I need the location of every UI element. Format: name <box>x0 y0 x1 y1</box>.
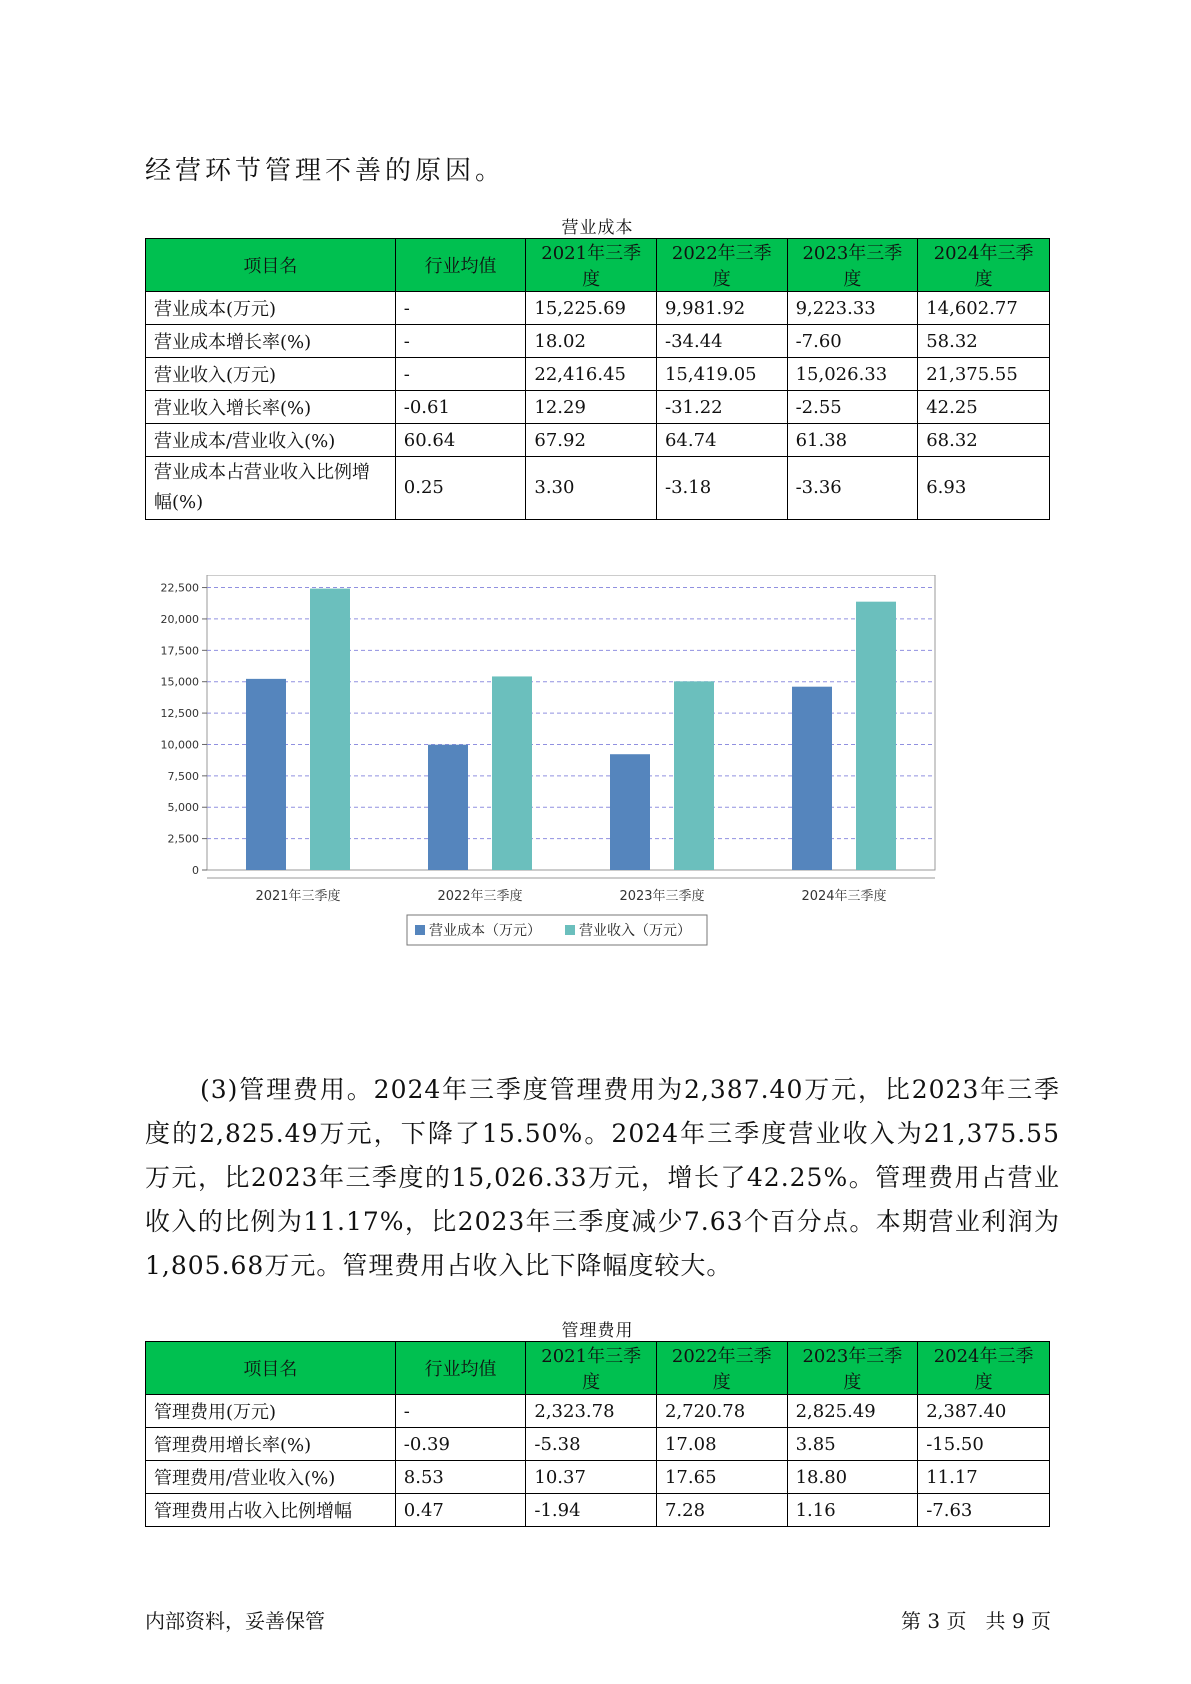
bar-revenue <box>492 676 532 870</box>
legend-swatch <box>565 925 575 935</box>
table-cell: -31.22 <box>656 391 787 424</box>
table-cell: 11.17 <box>918 1461 1050 1494</box>
table-cell: 营业成本/营业收入(%) <box>146 424 396 457</box>
legend-swatch <box>415 925 425 935</box>
table-row <box>146 325 1050 358</box>
header-cell: 2024年三季度 <box>918 239 1050 292</box>
table-cell: -34.44 <box>656 325 787 358</box>
bar-cost <box>428 745 468 870</box>
table-cell: 6.93 <box>918 457 1050 520</box>
table-cell: 管理费用增长率(%) <box>146 1428 396 1461</box>
y-tick-label: 15,000 <box>160 675 199 689</box>
table-cell: 15,026.33 <box>787 358 918 391</box>
table-cell: 管理费用/营业收入(%) <box>146 1461 396 1494</box>
table-cell: - <box>395 358 526 391</box>
table-row <box>146 1461 1050 1494</box>
lead-text: 经营环节管理不善的原因。 <box>145 156 506 186</box>
table2-caption: 管理费用 <box>561 1321 634 1341</box>
header-cell: 2023年三季度 <box>787 239 918 292</box>
table-cell: 58.32 <box>918 325 1050 358</box>
table-cell: - <box>395 292 526 325</box>
table-cell: 1.16 <box>787 1494 918 1527</box>
table-cell: -7.63 <box>918 1494 1050 1527</box>
legend-label: 营业收入（万元） <box>579 923 691 939</box>
header-cell: 2022年三季度 <box>656 1342 787 1395</box>
table-cell: 15,225.69 <box>526 292 657 325</box>
table-cell: 营业收入(万元) <box>146 358 396 391</box>
operating-cost-table <box>145 238 1050 520</box>
operating-cost-chart <box>145 575 1050 1025</box>
table-cell: 10.37 <box>526 1461 657 1494</box>
table-row <box>146 1428 1050 1461</box>
header-cell: 2021年三季度 <box>526 1342 657 1395</box>
table-cell: 营业成本占营业收入比例增幅(%) <box>146 457 396 520</box>
table-row <box>146 391 1050 424</box>
header-cell: 2021年三季度 <box>526 239 657 292</box>
table-row <box>146 457 1050 520</box>
y-tick-label: 10,000 <box>160 738 199 752</box>
table-cell: 7.28 <box>656 1494 787 1527</box>
table-cell: -7.60 <box>787 325 918 358</box>
y-tick-label: 7,500 <box>167 769 199 783</box>
table-cell: 15,419.05 <box>656 358 787 391</box>
management-expense-paragraph <box>145 1068 1060 1288</box>
table-header-row <box>146 239 1050 292</box>
bar-revenue <box>674 681 714 870</box>
table-cell: 营业收入增长率(%) <box>146 391 396 424</box>
header-cell: 项目名 <box>146 239 396 292</box>
header-cell: 2022年三季度 <box>656 239 787 292</box>
table-cell: -0.61 <box>395 391 526 424</box>
table-cell: 18.02 <box>526 325 657 358</box>
table-cell: 21,375.55 <box>918 358 1050 391</box>
header-cell: 2023年三季度 <box>787 1342 918 1395</box>
chart-legend <box>407 915 707 945</box>
x-tick-label: 2021年三季度 <box>255 889 341 904</box>
table-cell: -15.50 <box>918 1428 1050 1461</box>
header-cell: 行业均值 <box>395 1342 526 1395</box>
chart-y-axis <box>161 582 208 877</box>
footer-confidential-note: 内部资料，妥善保管 <box>145 1609 325 1633</box>
table-header-row <box>146 1342 1050 1395</box>
table-cell: 14,602.77 <box>918 292 1050 325</box>
bar-cost <box>792 687 832 870</box>
y-tick-label: 17,500 <box>160 644 199 658</box>
bar-revenue <box>856 602 896 870</box>
table1-caption: 营业成本 <box>561 218 634 238</box>
table-cell: 2,323.78 <box>526 1395 657 1428</box>
table-cell: 68.32 <box>918 424 1050 457</box>
table-row <box>146 292 1050 325</box>
table-cell: 2,387.40 <box>918 1395 1050 1428</box>
bar-revenue <box>310 589 350 870</box>
table-cell: 67.92 <box>526 424 657 457</box>
y-tick-label: 22,500 <box>160 581 199 595</box>
table-cell: 2,825.49 <box>787 1395 918 1428</box>
table-cell: -0.39 <box>395 1428 526 1461</box>
table-cell: 管理费用占收入比例增幅 <box>146 1494 396 1527</box>
x-tick-label: 2024年三季度 <box>801 889 887 904</box>
table-row <box>146 1395 1050 1428</box>
table-cell: 61.38 <box>787 424 918 457</box>
table-cell: - <box>395 325 526 358</box>
header-cell: 项目名 <box>146 1342 396 1395</box>
bar-cost <box>246 679 286 870</box>
y-tick-label: 12,500 <box>160 707 199 721</box>
table-cell: 22,416.45 <box>526 358 657 391</box>
table-cell: -2.55 <box>787 391 918 424</box>
table-row <box>146 424 1050 457</box>
table-cell: 营业成本增长率(%) <box>146 325 396 358</box>
table-cell: 管理费用(万元) <box>146 1395 396 1428</box>
table-cell: 17.65 <box>656 1461 787 1494</box>
table-cell: 9,223.33 <box>787 292 918 325</box>
table-cell: 营业成本(万元) <box>146 292 396 325</box>
x-tick-label: 2022年三季度 <box>437 889 523 904</box>
paragraph-text: (3)管理费用。2024年三季度管理费用为2,387.40万元，比2023年三季度的2,825.49万元，下降了15.50%。2024年三季度营业收入为21,375.55万元，比2023年三季度的15,026.33万元，增长了42.25%。管理费用占营业收入的比例为11.17%，比2023年三季度减少7.63个百分点。本期营业利润为1,805.68万元。管理费用占收入比下降幅度较大。 <box>145 1075 1060 1280</box>
y-tick-label: 2,500 <box>167 832 199 846</box>
y-tick-label: 0 <box>192 864 199 877</box>
chart-x-axis <box>207 878 935 904</box>
table-cell: 17.08 <box>656 1428 787 1461</box>
table-cell: 18.80 <box>787 1461 918 1494</box>
table-cell: - <box>395 1395 526 1428</box>
footer-page-number: 第 3 页 共 9 页 <box>901 1609 1051 1633</box>
table-cell: 12.29 <box>526 391 657 424</box>
table-cell: 60.64 <box>395 424 526 457</box>
table-cell: -3.18 <box>656 457 787 520</box>
table-cell: 3.30 <box>526 457 657 520</box>
table-cell: 0.25 <box>395 457 526 520</box>
table-cell: 3.85 <box>787 1428 918 1461</box>
table-cell: 42.25 <box>918 391 1050 424</box>
x-tick-label: 2023年三季度 <box>619 889 705 904</box>
table-cell: -5.38 <box>526 1428 657 1461</box>
table-row <box>146 1494 1050 1527</box>
chart-canvas <box>145 575 1050 1025</box>
table-cell: -3.36 <box>787 457 918 520</box>
legend-label: 营业成本（万元） <box>429 923 541 939</box>
y-tick-label: 20,000 <box>160 612 199 626</box>
table-cell: 8.53 <box>395 1461 526 1494</box>
table-row <box>146 358 1050 391</box>
table-cell: 9,981.92 <box>656 292 787 325</box>
table-cell: 2,720.78 <box>656 1395 787 1428</box>
table-cell: 0.47 <box>395 1494 526 1527</box>
management-expense-table <box>145 1341 1050 1527</box>
bar-cost <box>610 754 650 870</box>
table-cell: -1.94 <box>526 1494 657 1527</box>
header-cell: 行业均值 <box>395 239 526 292</box>
y-tick-label: 5,000 <box>167 801 199 815</box>
table-cell: 64.74 <box>656 424 787 457</box>
header-cell: 2024年三季度 <box>918 1342 1050 1395</box>
